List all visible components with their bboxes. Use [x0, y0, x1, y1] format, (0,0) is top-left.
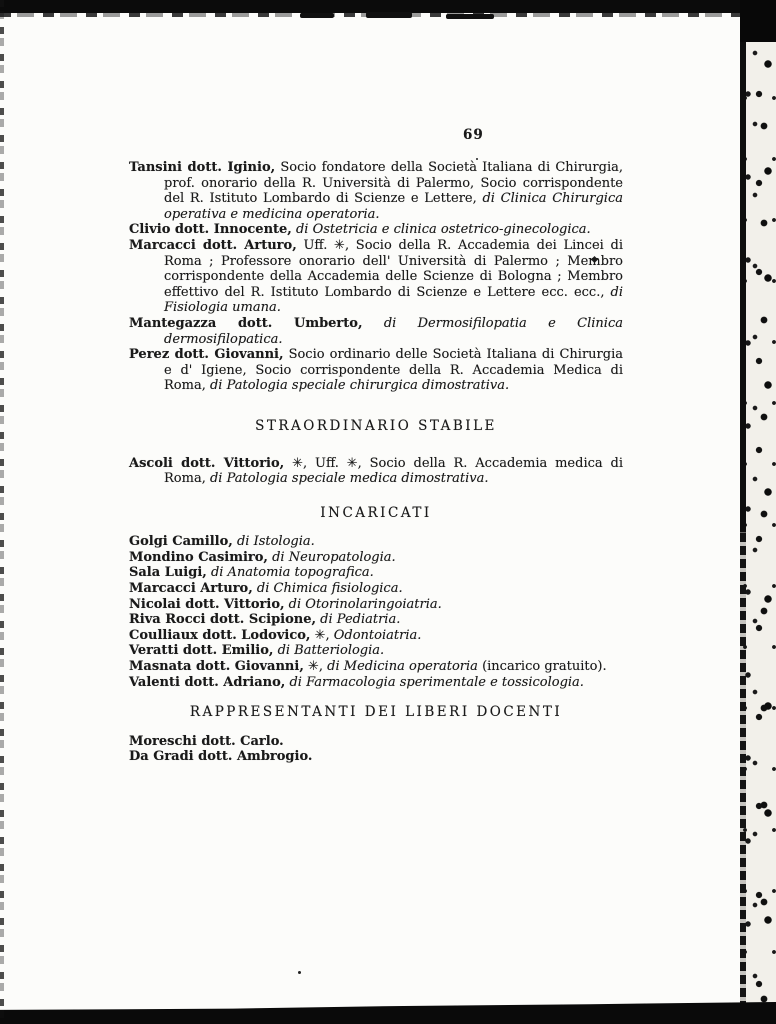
professor-subject: di Patologia speciale chirurgica dimostrativa. [209, 378, 510, 394]
scan-smudge [446, 14, 494, 19]
professor-subject: di Ostetricia e clinica ostetrico-ginecologica. [295, 222, 591, 238]
professor-subject: di Patologia speciale medica dimostrativa. [209, 471, 489, 487]
entry-moreschi [129, 734, 623, 750]
professor-subject: di Batteriologia. [277, 643, 385, 659]
section-heading-straordinario: STRAORDINARIO STABILE [255, 417, 497, 434]
professor-name: Coulliaux dott. Lodovico, [129, 627, 311, 643]
page-number: 69 [463, 127, 484, 143]
professor-name: Valenti dott. Adriano, [129, 674, 286, 690]
entry-nicolai [129, 597, 623, 613]
entry-veratti [129, 643, 623, 659]
professor-name: Da Gradi dott. Ambrogio. [129, 749, 313, 765]
professor-subject: di Farmacologia sperimentale e tossicologia. [289, 674, 584, 690]
professor-name: Marcacci Arturo, [129, 581, 253, 597]
entry-clivio [129, 222, 623, 238]
book-edge-texture [740, 0, 776, 1024]
scan-artifact-bottom-band [0, 1002, 776, 1024]
professor-list-straordinario [129, 456, 623, 487]
professor-subject: di Anatomia topografica. [210, 565, 374, 581]
professor-list-rappresentanti [129, 734, 623, 765]
entry-mondino [129, 550, 623, 566]
entry-coulliaux [129, 628, 623, 644]
professor-name: Mantegazza dott. Umberto, [129, 315, 363, 331]
professor-subject: di Pediatria. [320, 612, 401, 628]
entry-mantegazza [129, 316, 623, 347]
professor-desc: ✳, [307, 659, 324, 675]
scan-smudge [366, 12, 412, 18]
professor-subject: di Chimica fisiologica. [256, 581, 403, 597]
professor-desc: Socio ordinario delle Società Italiana di Chirurgia e d' Igiene, Socio corrispondente della R. Accademia Medica di Roma, [164, 347, 623, 394]
entry-ascoli [129, 456, 623, 487]
professor-subject: di Neuropatologia. [272, 549, 396, 565]
professor-desc: ✳, Uff. ✳, Socio della R. Accademia medica di Roma, [164, 455, 623, 487]
entry-valenti [129, 675, 623, 691]
entry-golgi [129, 534, 623, 550]
professor-tail: (incarico gratuito). [482, 659, 607, 675]
scan-smudge [300, 13, 334, 18]
professor-name: Marcacci dott. Arturo, [129, 237, 297, 253]
entry-sala [129, 565, 623, 581]
professor-subject: di Dermosifilopatia e Clinica dermosifilopatica. [164, 315, 623, 347]
scan-artifact-left-edge [0, 0, 4, 1024]
professor-subject: di Clinica Chirurgica operativa e medicina operatoria. [164, 191, 623, 222]
professor-name: Moreschi dott. Carlo. [129, 733, 284, 749]
professor-desc: ✳, [314, 627, 330, 643]
entry-perez [129, 347, 623, 394]
professor-subject: di Fisiologia umana. [164, 284, 624, 316]
professor-name: Tansini dott. Iginio, [129, 160, 276, 175]
professor-subject: di Istologia. [236, 534, 315, 550]
professor-desc: Socio fondatore della Società Italiana di Chirurgia, prof. onorario della R. Università di Palermo, Socio corrispondente del R. Istituto Lombardo di Scienze e Lettere, [164, 160, 624, 207]
professor-list-main [129, 160, 623, 394]
entry-da-gradi [129, 749, 623, 765]
professor-subject: di Otorinolaringoiatria. [288, 596, 442, 612]
section-heading-rappresentanti: RAPPRESENTANTI DEI LIBERI DOCENTI [189, 704, 563, 721]
professor-name: Riva Rocci dott. Scipione, [129, 612, 317, 628]
entry-tansini [129, 160, 623, 222]
section-heading-incaricati: INCARICATI [320, 504, 432, 521]
professor-name: Clivio dott. Innocente, [129, 222, 292, 238]
professor-desc: Uff. ✳, Socio della R. Accademia dei Lincei di Roma ; Professore onorario dell' Università di Palermo ; Membro corrispondente della Accademia delle Scienze di Bologna ; Membro effettivo del R. Istituto Lombardo di Scienze e Lettere ecc. ecc., [164, 237, 624, 300]
entry-marcacci [129, 238, 623, 316]
professor-name: Sala Luigi, [129, 565, 207, 581]
entry-marcacci-arturo [129, 581, 623, 597]
professor-subject: di Medicina operatoria [327, 659, 478, 675]
professor-name: Mondino Casimiro, [129, 549, 268, 565]
professor-name: Masnata dott. Giovanni, [129, 659, 304, 675]
text-column [129, 160, 623, 765]
entry-masnata [129, 659, 623, 675]
professor-name: Ascoli dott. Vittorio, [129, 455, 285, 471]
professor-name: Nicolai dott. Vittorio, [129, 596, 285, 612]
professor-list-incaricati [129, 534, 623, 690]
scan-speck [298, 971, 301, 974]
professor-name: Perez dott. Giovanni, [129, 347, 284, 363]
entry-riva-rocci [129, 612, 623, 628]
professor-name: Golgi Camillo, [129, 534, 233, 550]
professor-name: Veratti dott. Emilio, [129, 643, 274, 659]
professor-subject: Odontoiatria. [333, 627, 422, 643]
